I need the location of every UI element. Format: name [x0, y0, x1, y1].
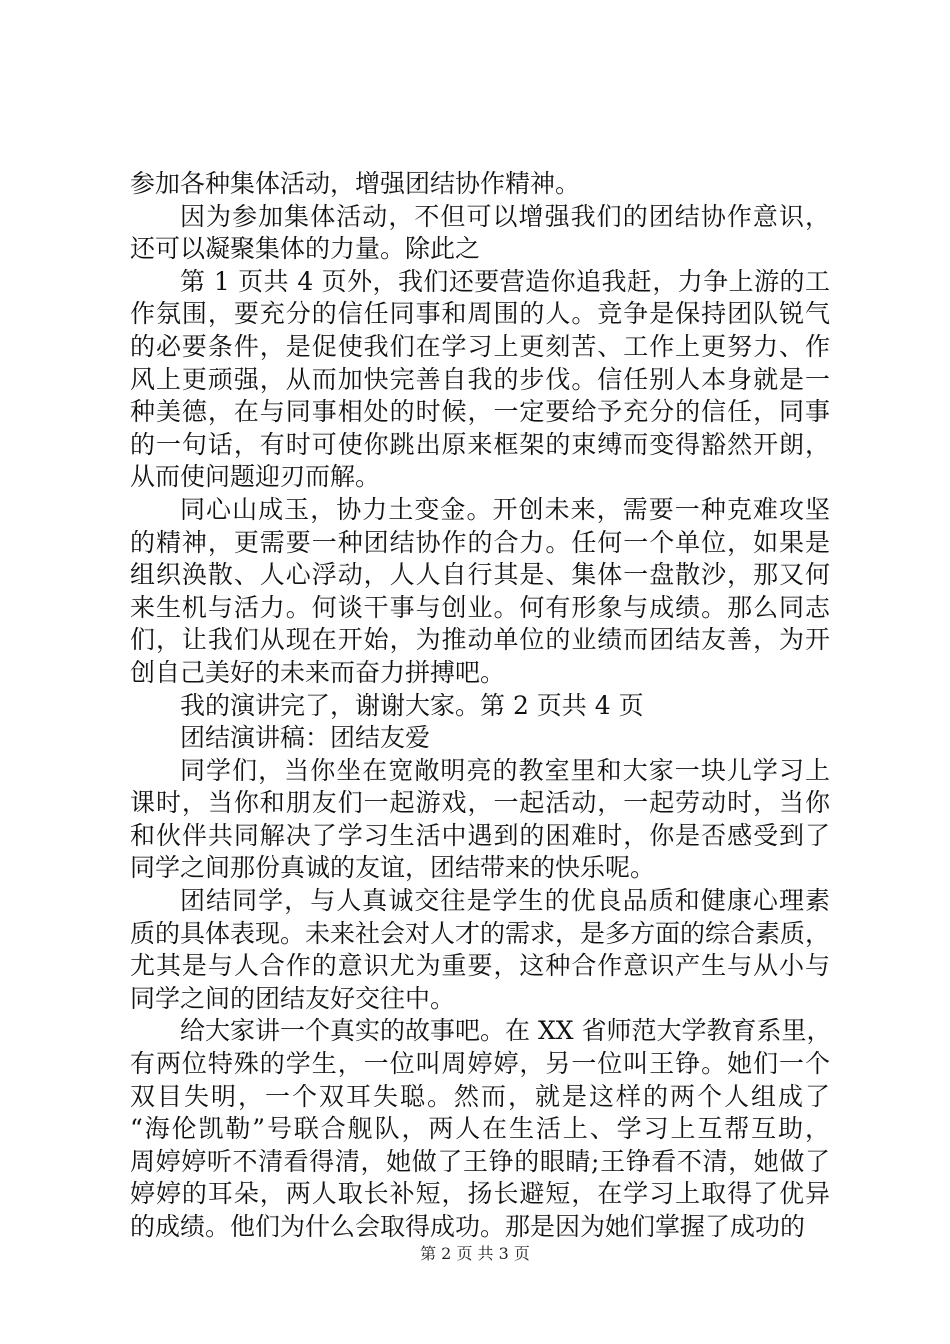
text-line: 参加各种集体活动，增强团结协作精神。 — [130, 169, 581, 198]
paragraph — [130, 168, 830, 201]
text-line: 风上更顽强，从而加快完善自我的步伐。信任别人本身就是一 — [130, 364, 830, 394]
text-line: 同学之间那份真诚的友谊，团结带来的快乐呢。 — [130, 853, 656, 883]
text-line: 种美德，在与同事相处的时候，一定要给予充分的信任，同事 — [130, 397, 830, 427]
text-line: 尤其是与人合作的意识尤为重要，这种合作意识产生与从小与 — [130, 951, 830, 981]
text-line: 给大家讲一个真实的故事吧。在 XX 省师范大学教育系里， — [180, 1016, 832, 1046]
text-line: 的一句话，有时可使你跳出原来框架的束缚而变得豁然开朗， — [130, 429, 830, 459]
text-line: 从而使问题迎刃而解。 — [130, 462, 381, 492]
text-line: 因为参加集体活动，不但可以增强我们的团结协作意识， — [180, 201, 830, 231]
text-line: 来生机与活力。何谈干事与创业。何有形象与成绩。那么同志 — [130, 592, 830, 622]
paragraph — [130, 1015, 830, 1243]
text-line: 婷婷的耳朵，两人取长补短，扬长避短，在学习上取得了优异 — [130, 1179, 830, 1209]
paragraph — [130, 494, 830, 690]
text-line: 双目失明，一个双耳失聪。然而，就是这样的两个人组成了 — [130, 1081, 830, 1111]
text-line: 同学之间的团结友好交往中。 — [130, 983, 456, 1013]
paragraph — [130, 266, 830, 494]
paragraph — [130, 885, 830, 1015]
text-line: 的必要条件，是促使我们在学习上更刻苦、工作上更努力、作 — [130, 331, 830, 361]
text-line: 作氛围，要充分的信任同事和周围的人。竞争是保持团队锐气 — [130, 299, 830, 329]
text-line: 创自己美好的未来而奋力拼搏吧。 — [130, 657, 506, 687]
text-line: 组织涣散、人心浮动，人人自行其是、集体一盘散沙，那又何 — [130, 560, 830, 590]
text-line: “海伦凯勒”号联合舰队，两人在生活上、学习上互帮互助， — [130, 1114, 830, 1144]
paragraph — [130, 722, 830, 755]
paragraph — [130, 755, 830, 885]
page-footer: 第 2 页 共 3 页 — [420, 1244, 530, 1263]
text-line: 课时，当你和朋友们一起游戏，一起活动，一起劳动时，当你 — [130, 788, 830, 818]
text-line: 我的演讲完了，谢谢大家。第 2 页共 4 页 — [180, 690, 644, 720]
text-line: 们，让我们从现在开始，为推动单位的业绩而团结友善，为开 — [130, 625, 830, 655]
text-line: 团结演讲稿：团结友爱 — [180, 723, 431, 753]
text-line: 有两位特殊的学生，一位叫周婷婷，另一位叫王铮。她们一个 — [130, 1049, 830, 1079]
text-line: 同心山成玉，协力土变金。开创未来，需要一种克难攻坚 — [180, 494, 830, 524]
text-line: 第 1 页共 4 页外，我们还要营造你追我赶，力争上游的工 — [180, 266, 830, 296]
text-line: 同学们，当你坐在宽敞明亮的教室里和大家一块儿学习上 — [180, 755, 830, 785]
paragraph — [130, 690, 830, 723]
paragraph — [130, 201, 830, 266]
text-line: 质的具体表现。未来社会对人才的需求，是多方面的综合素质， — [130, 918, 831, 948]
text-line: 团结同学，与人真诚交往是学生的优良品质和健康心理素 — [180, 886, 830, 916]
text-line: 和伙伴共同解决了学习生活中遇到的困难时，你是否感受到了 — [130, 820, 830, 850]
text-line: 的精神，更需要一种团结协作的合力。任何一个单位，如果是 — [130, 527, 830, 557]
text-line: 还可以凝聚集体的力量。除此之 — [130, 234, 481, 264]
text-line: 的成绩。他们为什么会取得成功。那是因为她们掌握了成功的 — [130, 1212, 806, 1241]
document-body — [130, 168, 830, 1244]
text-line: 周婷婷听不清看得清，她做了王铮的眼睛;王铮看不清，她做了 — [130, 1146, 830, 1176]
